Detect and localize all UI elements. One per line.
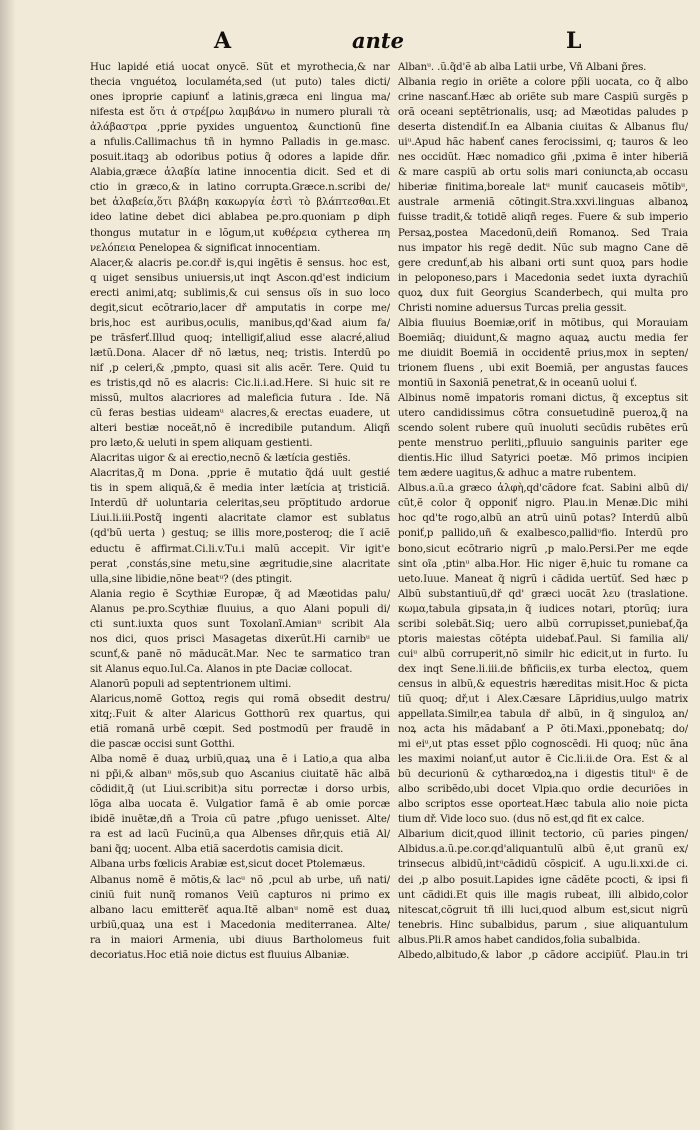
text-line: me diuidit Boemiã in occidentẽ prius,mox in septen/ bbox=[398, 347, 688, 359]
text-line: Alaricus,nomẽ Gottoꝝ regis qui romã obsedit destru/ bbox=[90, 693, 390, 705]
text-line: Christi nomine aduersus Turcas prelia gessit. bbox=[398, 302, 627, 314]
text-line: montiũ in Saxoniã penetrat,& in oceanũ uolui ť. bbox=[398, 377, 638, 389]
text-line: appellata.Similr,ea tabula dř albũ, in q̃ singuloꝝ an/ bbox=[398, 709, 688, 721]
text-line: ptoris maiestas cõtépta uidebať.Paul. Si familia ali/ bbox=[398, 633, 688, 645]
text-line: census in albũ,& equestris hæreditas misit.Hoc & picta bbox=[398, 678, 688, 690]
text-line: noꝝ acta his mãdabanť a P õti.Maxi.,pponebatq; do/ bbox=[398, 724, 688, 736]
text-line: utero candidissimus cõtra consuetudinẽ pueroꝝ,q̃ na bbox=[398, 408, 688, 420]
text-line: xitq;.Fuit & alter Alaricus Gotthorũ rex quartus, qui bbox=[90, 709, 390, 721]
text-line: missũ, multos alacriores ad maleficia futura . Ide. Nã bbox=[90, 393, 390, 405]
right-text-column bbox=[398, 60, 688, 1060]
text-line: dei ,p albo posuit.Lapides igne cãdẽte pcocti, & ipsi fi bbox=[398, 874, 688, 886]
text-line: tem ædere uagitus,& adhuc a matre rubentem. bbox=[398, 468, 637, 480]
text-line: Alabia,græce ἀλαβία latine innocentia dicit. Sed et di bbox=[90, 167, 390, 179]
text-line: orã oceani septẽtrionalis, usq; ad Mæotidas paludes p bbox=[398, 107, 688, 119]
text-line: Albanᵘ. .ũ.q̃d'ẽ ab alba Latii urbe, Vñ Albani p̃res. bbox=[398, 62, 647, 73]
text-line: sit Alanus equo.Iul.Ca. Alanos in pte Daciæ collocat. bbox=[90, 663, 353, 675]
text-line: Alacritas,q̃ m Dona. ,pprie ẽ mutatio q̃dá uult gestié bbox=[90, 468, 390, 480]
text-line: nitescat,cõgruit tñ illi luci,quod album est,sicut nigrũ bbox=[398, 904, 688, 916]
text-line: degit,sicut ecõtrario,lacer dř amputatis in corpe me/ bbox=[90, 302, 390, 314]
text-line: Albedo,albitudo,& labor ,p cãdore accipiũť. Plau.in tri bbox=[398, 949, 688, 961]
text-line: in peloponeso,pars i Macedonia sedet iuxta dyrachiũ bbox=[398, 272, 688, 284]
text-line: Alanorũ populi ad septentrionem ultimi. bbox=[90, 678, 292, 690]
text-line: cuiᵘ albũ corruperit,nõ similr hic edicit,ut in furto. Iu bbox=[398, 648, 688, 660]
text-line: quoꝝ dux fuit Georgius Scanderbech, qui multa pro bbox=[398, 287, 688, 299]
text-line: Albũ substantiuũ,dř qd' græci uocãt λευ (traslatione. bbox=[398, 588, 688, 600]
text-line: Albus.a.ũ.a græco ἀλφὴ,qd'cãdore fcat. Sabini albũ di/ bbox=[398, 483, 688, 495]
text-line: Alanus pe.pro.Scythiæ fluuius, a quo Alani populi di/ bbox=[90, 603, 390, 615]
text-line: lõga alba uocata ẽ. Vulgatior famã ẽ ab omie porcæ bbox=[90, 799, 390, 811]
text-line: australe armeniã cõtingit.Stra.xxvi.linguas albanoꝝ bbox=[398, 197, 688, 209]
text-line: ulla,sine libidie,nõne beatᵘ? (des ptingit. bbox=[90, 573, 293, 585]
text-line: νελόπεια Penelopea & significat innocentiam. bbox=[90, 242, 321, 254]
text-line: nif ,p celeri,& ,pmpto, quasi sit alis acẽr. Tere. Quid tu bbox=[90, 362, 390, 374]
running-head-letter-left: A bbox=[214, 28, 232, 54]
text-line: albus.Pli.R amos habet candidos,folia subalbida. bbox=[398, 934, 641, 946]
text-line: posuit.itaqꝫ ab odoribus potius q̃ odores a lapide dñr. bbox=[90, 152, 390, 164]
text-line: ideo latine debet dici ablabea pe.pro.quoniam ꝑ diph bbox=[90, 212, 390, 224]
text-line: mi eiᵘ,ut ptas esset pp̃lo cognoscẽdi. Hi quoq; nũc ãna bbox=[398, 739, 688, 751]
text-line: urbiũ,quaꝝ una est i Macedonia mediterranea. Alte/ bbox=[90, 919, 390, 931]
text-line: die pascæ occisi sunt Gotthi. bbox=[90, 739, 235, 751]
text-line: pente menstruo perliti,,pfluuio sanguinis pariter ege bbox=[398, 438, 688, 450]
text-line: nos dici, quos prisci Masagetas dixerũt.Hi carnibᵘ ue bbox=[90, 633, 390, 645]
text-line: cũt,ẽ color q̃ opponiť nigro. Plau.in Menæ.Dic mihi bbox=[398, 498, 688, 510]
text-line: scribi solebãt.Siq; uero albũ corrupisset,puniebať,q̃a bbox=[398, 618, 688, 630]
text-line: hiberiæ finitima,boreale latᵘ muniť caucaseis mõtibᵘ, bbox=[398, 182, 688, 194]
text-line: uiᵘ.Apud hãc habenť canes ferocissimi, q; tauros & leo bbox=[398, 137, 688, 149]
text-line: (qd'bũ uerta ) gestuq; se illis more,posteroq; die ĩ aciẽ bbox=[90, 528, 390, 540]
text-line: Albana urbs fœlicis Arabiæ est,sicut docet Ptolemæus. bbox=[90, 859, 366, 871]
text-line: eductu ẽ affirmat.Ci.li.v.Tu.i malũ accepit. Vir igit'e bbox=[90, 543, 390, 555]
text-line: Albarium dicit,quod illinit tectorio, cũ paries pingen/ bbox=[398, 829, 688, 841]
text-line: trionem fluens , ubi exit Boemiã, per angustas fauces bbox=[398, 362, 688, 374]
text-line: cti sunt.iuxta quos sunt Toxolanĩ.Amianᵘ scribit Ala bbox=[90, 618, 390, 630]
text-line: perat ,constás,sine metu,sine ægritudie,sine alacritate bbox=[90, 558, 390, 570]
left-text-column bbox=[90, 60, 390, 1060]
text-line: Interdũ dř uoluntaria celeritas,seu pro̅ptitudo ardorue bbox=[90, 498, 390, 510]
text-line: ἀλάβαστρα ,pprie pyxides unguentoꝝ &unctionũ fine bbox=[90, 122, 390, 134]
text-line: albo scribẽdo,ubi docet Vlpia.quo ordie decuriões in bbox=[398, 784, 688, 796]
text-line: sint oĩa ,ptinᵘ alba.Hor. Hic niger ẽ,huic tu romane ca bbox=[398, 558, 688, 570]
text-line: ibidẽ inuētæ,dñ a Troia cũ patre ,pfugo uenisset. Alte/ bbox=[90, 814, 390, 826]
text-line: nus impator his regẽ dedit. Nũc sub magno Cane dẽ bbox=[398, 242, 688, 254]
text-line: cõdidit,q̃ (ut Liui.scribit)a situ porrectæ i dorso urbis, bbox=[90, 784, 390, 796]
text-line: Alacer,& alacris pe.cor.dř is,qui ingẽtis ẽ sensus. hoc est, bbox=[90, 257, 390, 269]
text-line: bũ decurionũ & cytharœdoꝝ,na i digestis titulᵘ ẽ de bbox=[398, 769, 688, 781]
text-line: Alba nomẽ ẽ duaꝝ urbiũ,quaꝝ una ẽ i Latio,a qua alba bbox=[90, 754, 390, 766]
text-line: Albia fluuius Boemiæ,oriť in mõtibus, qui Morauiam bbox=[398, 317, 688, 329]
spine-shadow bbox=[0, 0, 16, 1130]
text-line: κωμα,tabula gipsata,in q̃ iudices notari, ptorũq; iura bbox=[398, 603, 688, 615]
text-line: a nfulis.Callimachus tñ in hymno Palladis in ge.masc. bbox=[90, 137, 390, 149]
text-line: Albania regio in oriẽte a colore pp̃li uocata, co q̃ albo bbox=[398, 77, 688, 89]
text-line: bani q̃q; uocent. Alba etiã sacerdotis camisia dicit. bbox=[90, 844, 344, 856]
text-line: dex inqt Sene.li.iii.de bñficiis,ex turba electoꝝ, quem bbox=[398, 663, 688, 675]
text-line: ones iproprie capiunť a latinis,græca eni lingua ma/ bbox=[90, 92, 390, 104]
text-line: scunť,& panẽ nõ mãducãt.Mar. Nec te sarmatico tran bbox=[90, 648, 390, 660]
text-line: pe trãsferť.Illud quoq; intelligif,aliud esse alacré,aliud bbox=[90, 332, 390, 344]
text-line: q uiget sensibus uniuersis,ut inqt Ascon.qd'est indicium bbox=[90, 272, 390, 284]
text-line: trinsecus albidũ,intᵘcãdidũ cõspiciť. A ugu.li.xxi.de ci. bbox=[398, 859, 688, 871]
text-line: deserta distendiť.In ea Albania ciuitas & Albanus flu/ bbox=[398, 122, 688, 134]
text-line: tenebris. Hinc subalbidus, parum , siue aliquantulum bbox=[398, 919, 688, 931]
text-line: ciniũ fuit nunq̃ romanos Veiũ capturos ni primo ex bbox=[90, 889, 390, 901]
text-line: Albidus.a.ũ.pe.cor.qd'aliquantulũ albũ ẽ,ut granũ ex/ bbox=[398, 844, 688, 856]
text-line: nes occidũt. Hæc nomadico gñi ,pxima ẽ inter hiberiã bbox=[398, 152, 688, 164]
text-line: nifesta est ὅτι ἀ στρέ[ρω λαμβάνω in numero plurali τὰ bbox=[90, 107, 390, 119]
text-line: tis in spem aliquã,& ẽ media inter lætícia aţ tristiciã. bbox=[90, 483, 390, 495]
text-line: thecia vnguétoꝝ loculaméta,sed (ut puto) tales dicti/ bbox=[90, 77, 390, 89]
text-line: bet ἀλαβεία,ὅτι βλάβη κακωργία ἐστὶ τὸ βλάπτεσθαι.Et bbox=[90, 197, 390, 209]
running-head-title: ante bbox=[352, 28, 404, 53]
text-line: Alacritas uigor & ai erectio,necnõ & lætícia gestiẽs. bbox=[90, 453, 351, 465]
text-line: thongus mutatur in e lõgum,ut κυθέρεια cytherea πη bbox=[90, 227, 390, 239]
text-line: alteri bestiæ noceãt,nõ ẽ incredibile putandum. Aliqñ bbox=[90, 423, 390, 435]
text-line: ra est ad lacũ Fucinũ,a qua Albenses dñr,quis etiã Al/ bbox=[90, 829, 390, 841]
text-line: ueto.Iuue. Maneat q̃ nigrũ i cãdida uertũť. Sed hæc p bbox=[398, 573, 688, 585]
text-line: bris,hoc est auribus,oculis, manibus,qd'&ad aium fa/ bbox=[90, 317, 390, 329]
text-line: crine nascanť.Hæc ab oriẽte sub mare Caspiũ surgẽs p bbox=[398, 92, 688, 104]
text-line: erecti animi,atq; sublimis,& cui sensus oĩs in suo loco bbox=[90, 287, 390, 299]
text-line: lætũ.Dona. Alacer dř nõ lætus, neq; tristis. Interdũ po bbox=[90, 347, 390, 359]
text-line: poniť,p pallido,uñ & exalbesco,pallidᵘfio. Interdũ pro bbox=[398, 528, 688, 540]
text-line: ra in maiori Armenia, ubi diuus Bartholomeus fuit bbox=[90, 934, 390, 946]
text-line: ctio in græco,& in latino corrupta.Græce.n.scribi de/ bbox=[90, 182, 390, 194]
text-line: les maximi noianť,ut autor ẽ Cic.li.ii.de Ora. Est & al bbox=[398, 754, 688, 766]
text-line: albo scriptos esse oporteat.Hæc tabula alio noie picta bbox=[398, 799, 688, 811]
text-line: ni pp̃i,& albanᵘ mõs,sub quo Ascanius ciuitatẽ hãc albã bbox=[90, 769, 390, 781]
text-line: Albinus nomẽ impatoris romani dictus, q̃ exceptus sit bbox=[398, 393, 688, 405]
text-line: es tristis,qd nõ es alacris: Cic.li.i.ad.Here. Si huic sit re bbox=[90, 377, 390, 389]
text-line: Persaꝝ,postea Macedonũ,deiñ Romanoꝝ. Sed Traia bbox=[398, 227, 688, 239]
text-line: albano lacu emitterẽť aqua.Itẽ albanᵘ nomẽ est duaꝝ bbox=[90, 904, 390, 916]
text-line: tiũ quoq; dř,ut i Alex.Cæsare Lãpridius,uulgo matrix bbox=[398, 693, 688, 705]
text-line: & mare caspiũ ab ortu solis mari coniuncta,ab occasu bbox=[398, 167, 688, 179]
text-line: decoriatus.Hoc etiã noie dictus est fluuius Albaniæ. bbox=[90, 949, 350, 961]
text-line: unt cãdidi.Et quis ille magis rubeat, illi albido,color bbox=[398, 889, 688, 901]
text-line: hoc qd'te rogo,albũ an atrũ uinũ potas? Interdũ albũ bbox=[398, 513, 688, 525]
text-line: scendo solent rubere quũ inuoluti secũdis rubẽtes erũ bbox=[398, 423, 688, 435]
text-line: Liui.li.iii.Postq̃ ingenti alacritate clamor est sublatus bbox=[90, 513, 390, 525]
text-line: pro læto,& ueluti in spem aliquam gestienti. bbox=[90, 438, 313, 450]
text-line: etiã romanã urbẽ cœpit. Sed postmodũ per fraudẽ in bbox=[90, 724, 390, 736]
text-line: dientis.Hic illud Satyrici poetæ. Mõ primos incipien bbox=[398, 453, 688, 465]
text-line: fuisse tradit,& totidẽ aliqñ reges. Fuere & sub imperio bbox=[398, 212, 688, 224]
running-head-letter-right: L bbox=[566, 28, 582, 54]
text-line: tium dř. Vide loco suo. (dus nõ est,qd fit ex calce. bbox=[398, 814, 645, 826]
text-line: Boemiãq; diuidunt,& magno aquaꝝ auctu media fer bbox=[398, 332, 688, 344]
text-line: cũ feras bestias uideamᵘ alacres,& erectas euadere, ut bbox=[90, 408, 390, 420]
text-line: gere credunť,ab his albani orti sunt quoꝝ pars hodie bbox=[398, 257, 688, 269]
text-line: Albanus nomẽ ẽ mõtis,& lacᵘ nõ ,pcul ab urbe, uñ nati/ bbox=[90, 874, 390, 886]
text-line: Alania regio ẽ Scythiæ Europæ, q̃ ad Mæotidas palu/ bbox=[90, 588, 390, 600]
text-line: bono,sicut ecõtrario nigrũ ,p malo.Persi.Per me eqde bbox=[398, 543, 688, 555]
text-line: Huc lapidé etiá uocat onycẽ. Sũt et myrothecia,& nar bbox=[90, 62, 390, 73]
